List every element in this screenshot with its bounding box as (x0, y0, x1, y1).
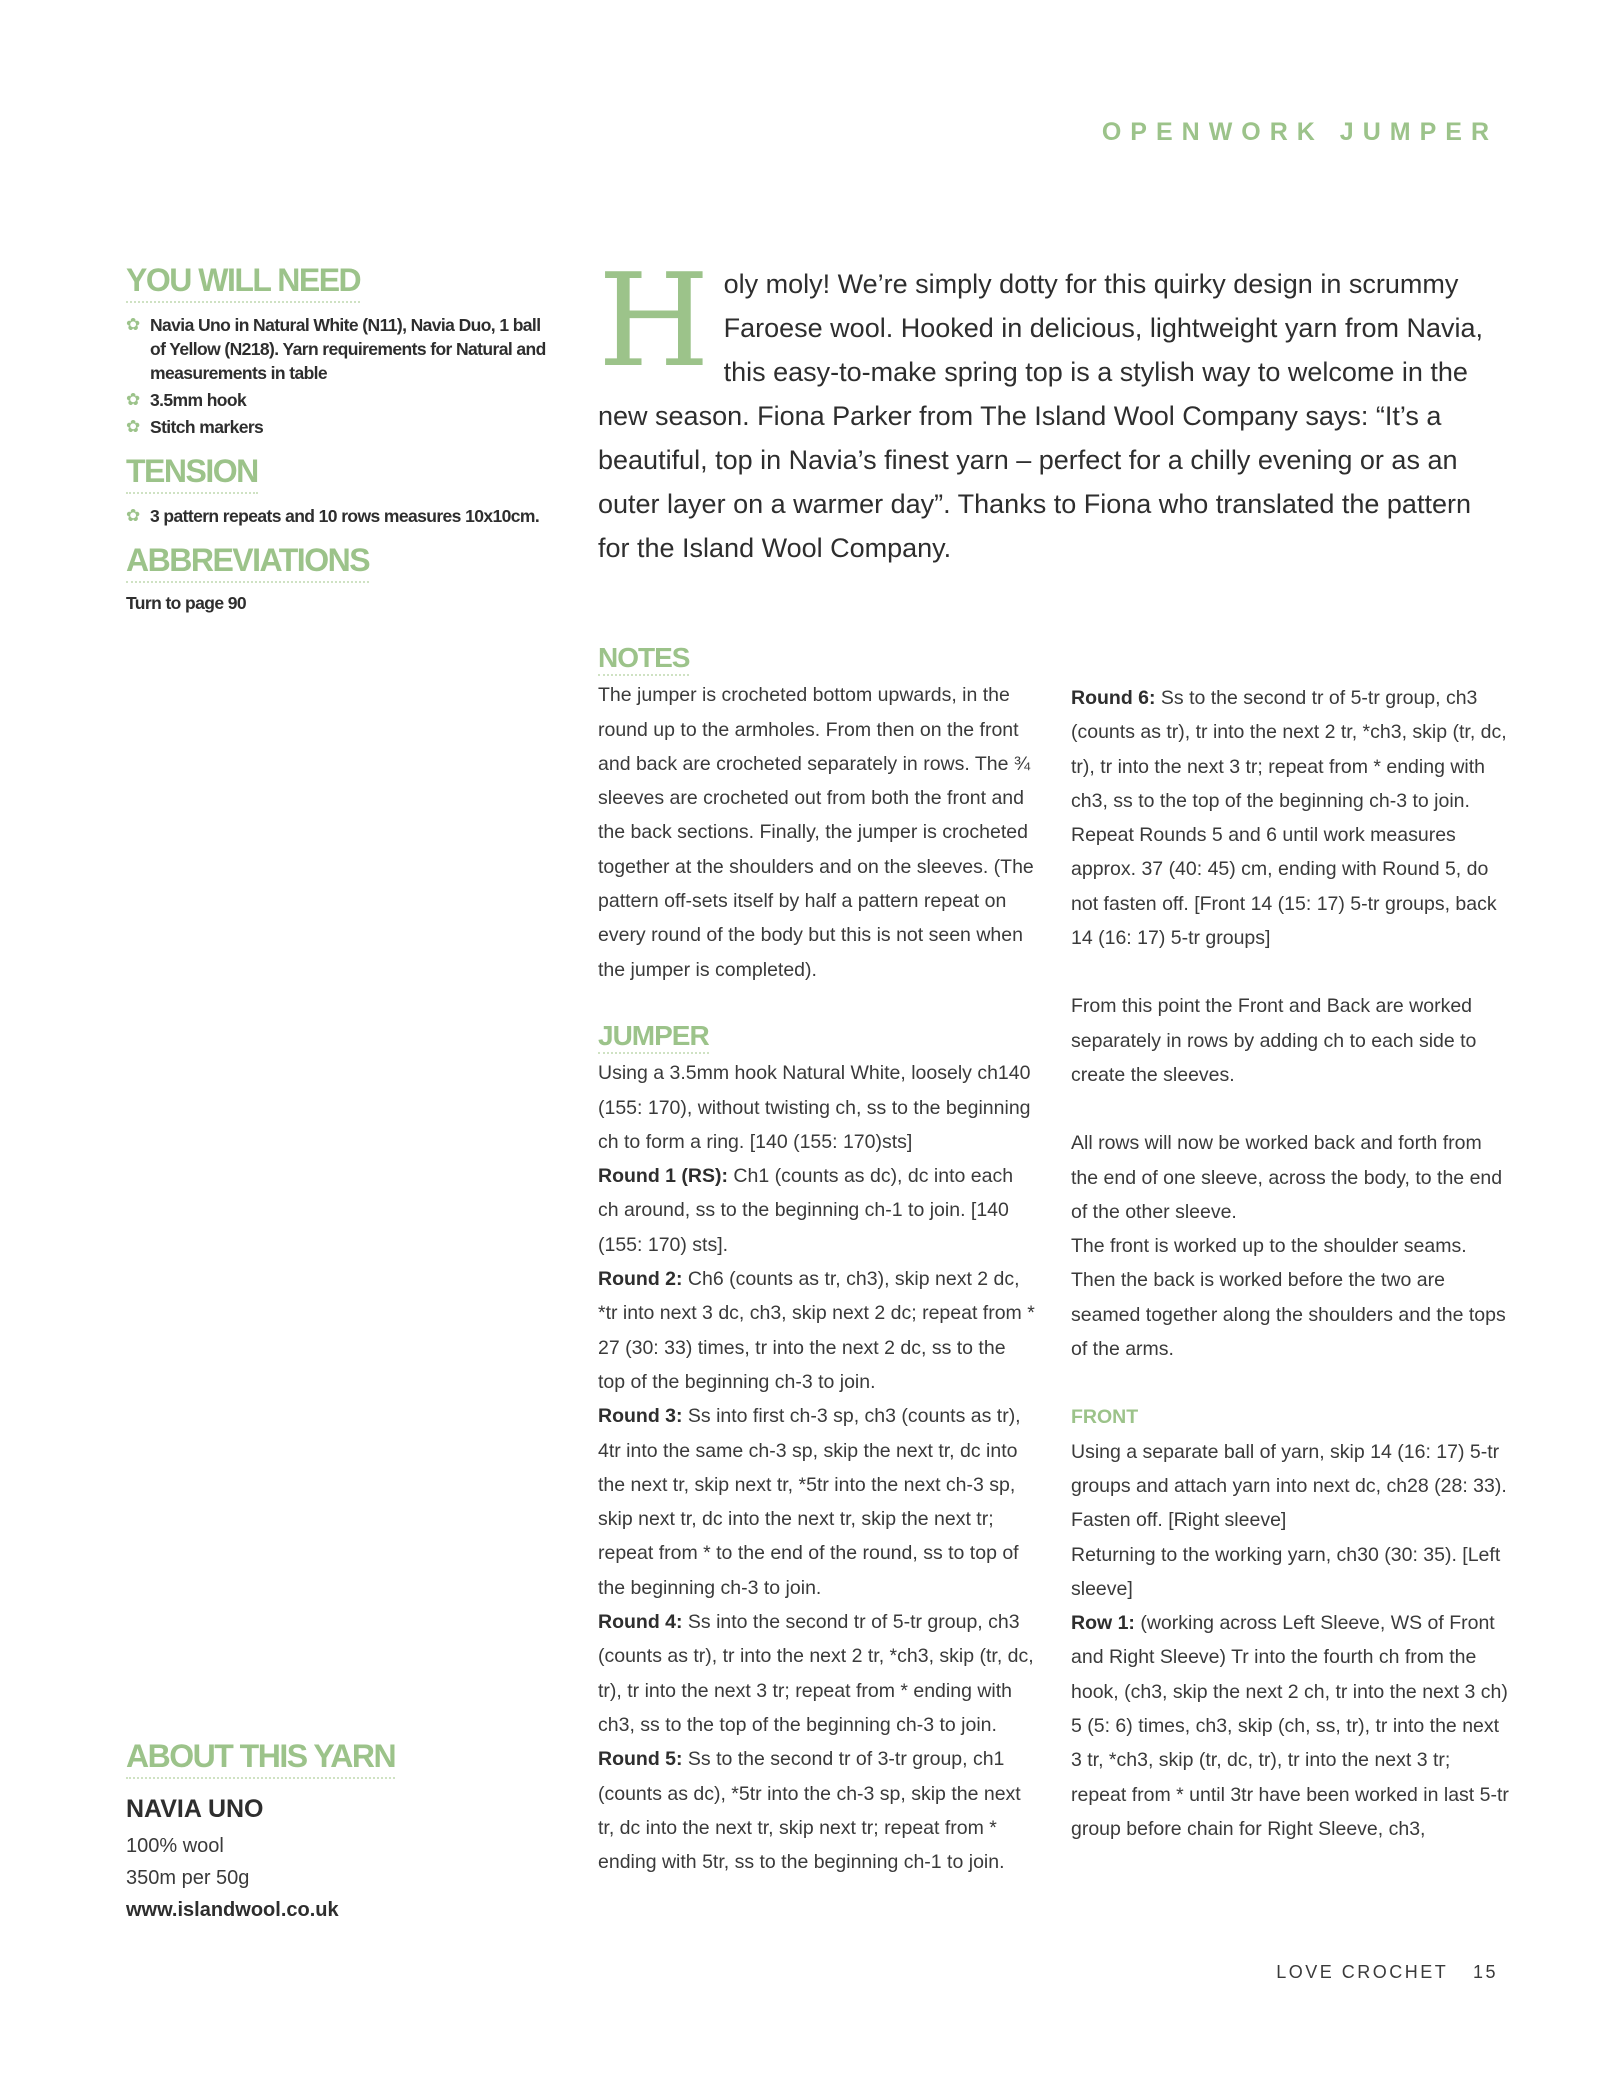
pattern-round (598, 1159, 1038, 1262)
repeat-instruction: Repeat Rounds 5 and 6 until work measures approx. 37 (40: 45) cm, ending with Round 5, do not fasten off. [Front 14 (15: 17) 5-tr groups, back 14 (16: 17) 5-tr groups] (1071, 824, 1497, 950)
tension-heading: TENSION (126, 453, 258, 494)
abbreviations-section (126, 542, 546, 614)
round-label: Round 5: (598, 1748, 683, 1771)
pattern-round (598, 1742, 1038, 1879)
page-number: 15 (1472, 1962, 1498, 1982)
round-text: Ss into the second tr of 5-tr group, ch3 (counts as tr), tr into the next 2 tr, *ch3, skip (tr, dc, tr), tr into the next 3 tr; repeat from * ending with ch3, ss to the top of the beginning ch-3 to join. (598, 1611, 1034, 1736)
round-text: Ch6 (counts as tr, ch3), skip next 2 dc, *tr into next 3 dc, ch3, skip next 2 dc; repeat from * 27 (30: 33) times, tr into the next 2 dc, ss to the top of the beginning ch-3 to join. (598, 1268, 1035, 1393)
page-header-title: OPENWORK JUMPER (1101, 118, 1498, 146)
list-item-text: Stitch markers (150, 417, 264, 437)
round-text: Ch1 (counts as dc), dc into each ch around, ss to the beginning ch-1 to join. [140 (155: 170) sts]. (598, 1165, 1014, 1256)
tension-list (126, 504, 546, 528)
list-item (126, 313, 546, 385)
pattern-round (598, 1262, 1038, 1399)
flower-bullet-icon: ✿ (126, 417, 140, 436)
yarn-detail: 350m per 50g (126, 1867, 250, 1889)
abbreviations-text: Turn to page 90 (126, 593, 246, 613)
list-item-text: 3 pattern repeats and 10 rows measures 10x10cm. (150, 506, 540, 526)
front-heading: FRONT (1071, 1406, 1139, 1429)
drop-cap: H (598, 247, 710, 396)
list-item (126, 504, 546, 528)
round-text: Ss into first ch-3 sp, ch3 (counts as tr), 4tr into the same ch-3 sp, skip the next tr, dc into the next tr, skip next tr, *5tr into the next ch-3 sp, skip next tr, dc into the next tr, skip the next tr; repeat from * to the end of the round, ss to top of the beginning ch-3 to join. (598, 1405, 1021, 1599)
abbreviations-heading: ABBREVIATIONS (126, 542, 369, 583)
notes-heading: NOTES (598, 642, 689, 676)
front-instruction: Returning to the working yarn, ch30 (30: 35). [Left sleeve] (1071, 1543, 1501, 1600)
list-item-text: Navia Uno in Natural White (N11), Navia Duo, 1 ball of Yellow (N218). Yarn requirements for Natural and measurements in table (150, 315, 546, 383)
you-will-need-list (126, 313, 546, 439)
round-text: Ss to the second tr of 3-tr group, ch1 (counts as dc), *5tr into the ch-3 sp, skip the next tr, dc into the next tr, skip next tr; repeat from * ending with 5tr, ss to the beginning ch-1 to join. (598, 1748, 1021, 1874)
back-forth-instruction: All rows will now be worked back and forth from the end of one sleeve, across the body, to the end of the other sleeve. (1071, 1132, 1503, 1223)
round-label: Round 3: (598, 1405, 683, 1428)
page-footer (1276, 1962, 1498, 1983)
yarn-name: NAVIA UNO (126, 1795, 264, 1823)
row-label: Row 1: (1071, 1612, 1135, 1635)
jumper-intro: Using a 3.5mm hook Natural White, loosely ch140 (155: 170), without twisting ch, ss to the beginning ch to form a ring. [140 (155: 170)sts] (598, 1062, 1031, 1153)
jumper-section (598, 1020, 1038, 1879)
yarn-website-link[interactable]: www.islandwool.co.uk (126, 1899, 339, 1921)
notes-text: The jumper is crocheted bottom upwards, in the round up to the armholes. From then on the front and back are crocheted separately in rows. The ¾ sleeves are crocheted out from both the front and the back sections. Finally, the jumper is crocheted together at the shoulders and on the sleeves. (The pattern off-sets itself by half a pattern repeat on every round of the body but this is not seen when the jumper is completed). (598, 684, 1034, 981)
yarn-detail: 100% wool (126, 1835, 224, 1857)
round-text: Ss to the second tr of 5-tr group, ch3 (counts as tr), tr into the next 2 tr, *ch3, skip (tr, dc, tr), tr into the next 3 tr; repeat from * ending with ch3, ss to the top of the beginning ch-3 to join. (1071, 687, 1507, 812)
flower-bullet-icon: ✿ (126, 390, 140, 409)
list-item (126, 415, 546, 439)
pattern-round (598, 1399, 1038, 1605)
magazine-name: LOVE CROCHET (1276, 1962, 1448, 1982)
round-label: Round 4: (598, 1611, 683, 1634)
about-yarn-heading: ABOUT THIS YARN (126, 1738, 395, 1779)
separate-instruction: From this point the Front and Back are worked separately in rows by adding ch to each side to create the sleeves. (1071, 995, 1477, 1086)
pattern-round (598, 1605, 1038, 1742)
intro-text: oly moly! We’re simply dotty for this quirky design in scrummy Faroese wool. Hooked in delicious, lightweight yarn from Navia, this easy-to-make spring top is a stylish way to welcome in the new season. Fiona Parker from The Island Wool Company says: “It’s a beautiful, top in Navia’s finest yarn – perfect for a chilly evening or as an outer layer on a warmer day”. Thanks to Fiona who translated the pattern for the Island Wool Company. (598, 269, 1483, 563)
jumper-heading: JUMPER (598, 1020, 709, 1054)
flower-bullet-icon: ✿ (126, 315, 140, 334)
you-will-need-heading: YOU WILL NEED (126, 262, 360, 303)
round-label: Round 1 (RS): (598, 1165, 728, 1188)
row-text: (working across Left Sleeve, WS of Front and Right Sleeve) Tr into the fourth ch from the hook, (ch3, skip the next 2 ch, tr into the next 3 ch) 5 (5: 6) times, ch3, skip (ch, ss, tr), tr into the next 3 tr, *ch3, skip (tr, dc, tr), tr into the next 3 tr; repeat from * until 3tr have been worked in last 5-tr group before chain for Right Sleeve, ch3, (1071, 1612, 1509, 1840)
tension-section (126, 453, 546, 528)
pattern-round (1071, 681, 1511, 818)
round-label: Round 2: (598, 1268, 683, 1291)
list-item-text: 3.5mm hook (150, 390, 247, 410)
right-column (1071, 681, 1511, 1846)
you-will-need-section (126, 262, 546, 439)
flower-bullet-icon: ✿ (126, 506, 140, 525)
front-instruction: Using a separate ball of yarn, skip 14 (16: 17) 5-tr groups and attach yarn into next dc, ch28 (28: 33). (1071, 1440, 1507, 1497)
about-yarn-section (126, 1738, 546, 1926)
intro-paragraph (598, 247, 1503, 570)
round-label: Round 6: (1071, 687, 1156, 709)
front-first-instruction: The front is worked up to the shoulder seams. Then the back is worked before the two are seamed together along the shoulders and the tops of the arms. (1071, 1235, 1506, 1361)
sidebar (126, 262, 546, 628)
list-item (126, 388, 546, 412)
front-instruction: Fasten off. [Right sleeve] (1071, 1509, 1287, 1532)
notes-section (598, 642, 1038, 987)
pattern-row (1071, 1606, 1511, 1846)
